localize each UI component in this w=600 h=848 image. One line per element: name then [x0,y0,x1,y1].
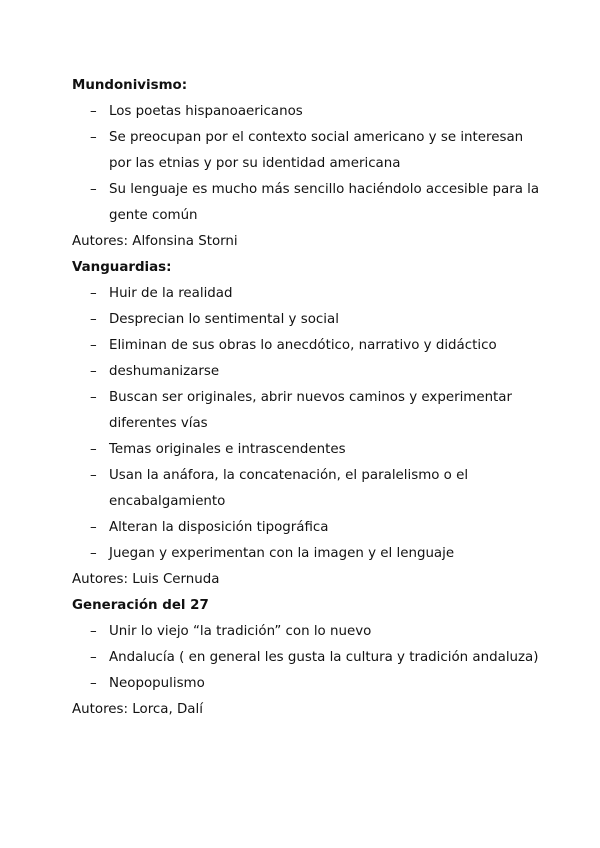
dash-marker: – [90,130,97,145]
bullet-list [72,99,542,229]
list-item [72,99,542,125]
list-item [72,437,542,463]
list-item [72,125,542,177]
dash-marker: – [90,468,97,483]
bullet-list [72,619,542,697]
bullet-list [72,281,542,567]
dash-marker: – [90,182,97,197]
list-item [72,619,542,645]
authors-line: Autores: Lorca, Dalí [72,702,203,717]
list-item [72,645,542,671]
list-item [72,333,542,359]
list-item-text: Alteran la disposición tipográfica [109,520,329,535]
list-item-text: Usan la anáfora, la concatenación, el paralelismo o el encabalgamiento [109,468,469,509]
dash-marker: – [90,546,97,561]
list-item [72,671,542,697]
section-generacion-27 [72,593,542,723]
section-mundonivismo [72,73,542,255]
list-item-text: Juegan y experimentan con la imagen y el lenguaje [109,546,455,561]
list-item-text: Buscan ser originales, abrir nuevos caminos y experimentar diferentes vías [109,390,513,431]
dash-marker: – [90,104,97,119]
list-item-text: Los poetas hispanoaericanos [109,104,303,119]
list-item-text: Huir de la realidad [109,286,233,301]
list-item-text: Desprecian lo sentimental y social [109,312,339,327]
list-item-text: Unir lo viejo “la tradición” con lo nuevo [109,624,372,639]
list-item-text: Su lenguaje es mucho más sencillo haciéndolo accesible para la gente común [109,182,540,223]
list-item-text: Se preocupan por el contexto social americano y se interesan por las etnias y por su identidad americana [109,130,524,171]
list-item-text: Temas originales e intrascendentes [109,442,346,457]
list-item [72,359,542,385]
list-item-text: Neopopulismo [109,676,205,691]
authors-line: Autores: Alfonsina Storni [72,234,238,249]
list-item [72,307,542,333]
document-page [72,73,542,723]
dash-marker: – [90,624,97,639]
list-item [72,463,542,515]
dash-marker: – [90,286,97,301]
section-vanguardias [72,255,542,593]
list-item-text: Andalucía ( en general les gusta la cultura y tradición andaluza) [109,650,539,665]
list-item-text: deshumanizarse [109,364,220,379]
dash-marker: – [90,442,97,457]
list-item-text: Eliminan de sus obras lo anecdótico, narrativo y didáctico [109,338,497,353]
dash-marker: – [90,390,97,405]
dash-marker: – [90,676,97,691]
list-item [72,177,542,229]
list-item [72,281,542,307]
list-item [72,541,542,567]
dash-marker: – [90,650,97,665]
dash-marker: – [90,338,97,353]
section-heading: Vanguardias: [72,260,172,275]
list-item [72,515,542,541]
section-heading: Mundonivismo: [72,78,188,93]
authors-line: Autores: Luis Cernuda [72,572,220,587]
dash-marker: – [90,364,97,379]
dash-marker: – [90,520,97,535]
list-item [72,385,542,437]
section-heading: Generación del 27 [72,598,209,613]
dash-marker: – [90,312,97,327]
